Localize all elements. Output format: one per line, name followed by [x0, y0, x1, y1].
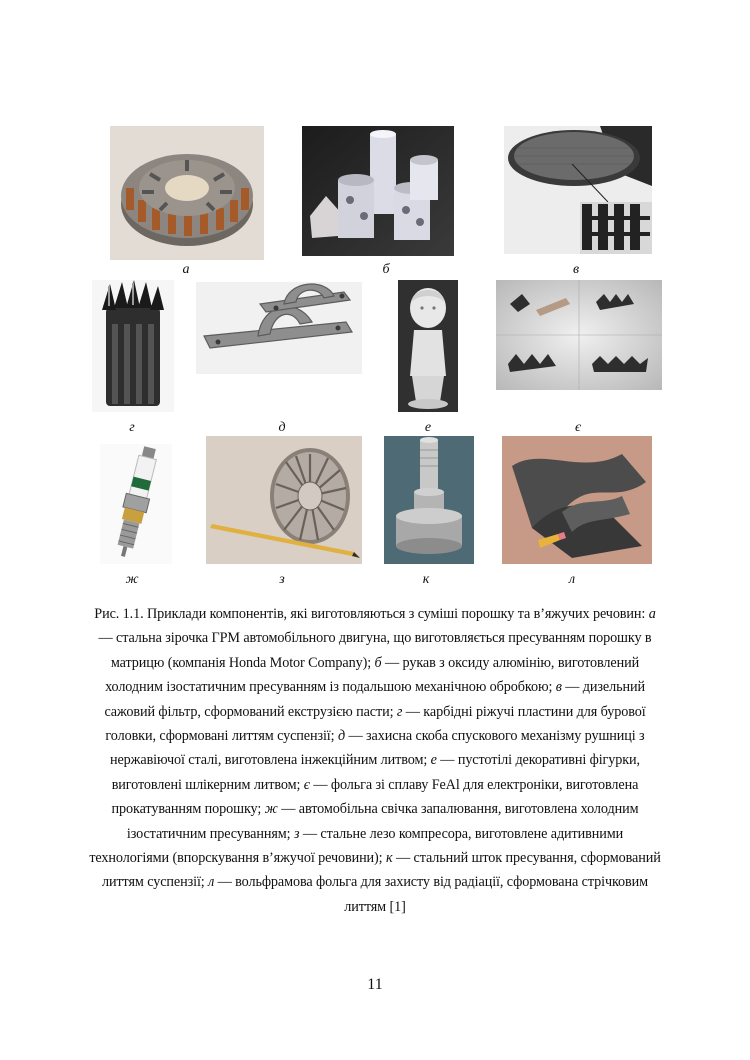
- caption-item-v: в — дизельний сажовий фільтр, сформований екструзією пасти;: [104, 679, 645, 720]
- figure-label-zh: ж: [125, 572, 139, 587]
- tungsten-foil-photo: [502, 436, 652, 564]
- figure-label-z: з: [279, 572, 285, 587]
- caption-item-e: е — пустотілі декоративні фігурки, виготовлені шлікерним литвом;: [111, 752, 640, 793]
- caption-item-a: а — стальна зірочка ГРМ автомобільного двигуна, що виготовляється пресуванням порошку в матрицю (компанія Honda Motor Company);: [98, 606, 656, 671]
- sintered-steel-sprocket-photo: [110, 126, 264, 260]
- trigger-guard-photo: [196, 282, 362, 374]
- caption-item-l: л — вольфрамова фольга для захисту від радіації, сформована стрічковим литтям [1]: [208, 874, 649, 915]
- figure-label-d: д: [278, 420, 286, 435]
- steel-press-rod-photo: [384, 436, 474, 564]
- figure-label-e: е: [424, 420, 432, 435]
- alumina-sleeves-photo: [302, 126, 454, 256]
- figure-label-ye: є: [574, 420, 582, 435]
- caption-item-k: к — стальний шток пресування, сформований литтям суспензії;: [101, 850, 661, 891]
- figure-caption: [88, 602, 662, 919]
- page-number: 11: [367, 976, 383, 993]
- figure-label-b: б: [382, 262, 390, 277]
- figure-label-g: г: [129, 420, 135, 435]
- carbide-cutting-inserts-photo: [92, 280, 174, 412]
- caption-item-z: з — стальне лезо компресора, виготовлене адитивними технологіями (впорскування в’яжучої речовини);: [89, 825, 624, 867]
- caption-intro: Рис. 1.1. Приклади компонентів, які виготовляються з суміші порошку та в’яжучих речовин:: [94, 606, 646, 622]
- figure-label-l: л: [568, 572, 576, 587]
- decorative-figurine-photo: [398, 280, 458, 412]
- spark-plug-photo: [100, 444, 172, 564]
- compressor-blade-wheel-photo: [206, 436, 362, 564]
- caption-item-b: б — рукав з оксиду алюмінію, виготовлений холодним ізостатичним пресуванням із подальшою механічною обробкою;: [105, 654, 640, 696]
- figure-label-v: в: [572, 262, 580, 277]
- caption-item-d: д — захисна скоба спускового механізму рушниці з нержавіючої сталі, виготовлена інжекційним литвом;: [109, 728, 645, 769]
- figure-label-k: к: [422, 572, 430, 587]
- caption-item-g: г — карбідні ріжучі пластини для бурової головки, сформовані литтям суспензії;: [105, 703, 646, 745]
- figure-label-a: а: [182, 262, 190, 277]
- caption-item-zh: ж — автомобільна свічка запалювання, виготовлена холодним ізостатичним пресуванням;: [126, 801, 639, 842]
- caption-items: [89, 606, 660, 915]
- caption-item-ye: є — фольга зі сплаву FeAl для електроніки, виготовлена прокатуванням порошку;: [111, 776, 639, 818]
- feal-foil-photo: [496, 280, 662, 390]
- diesel-soot-filter-photo: [504, 126, 652, 254]
